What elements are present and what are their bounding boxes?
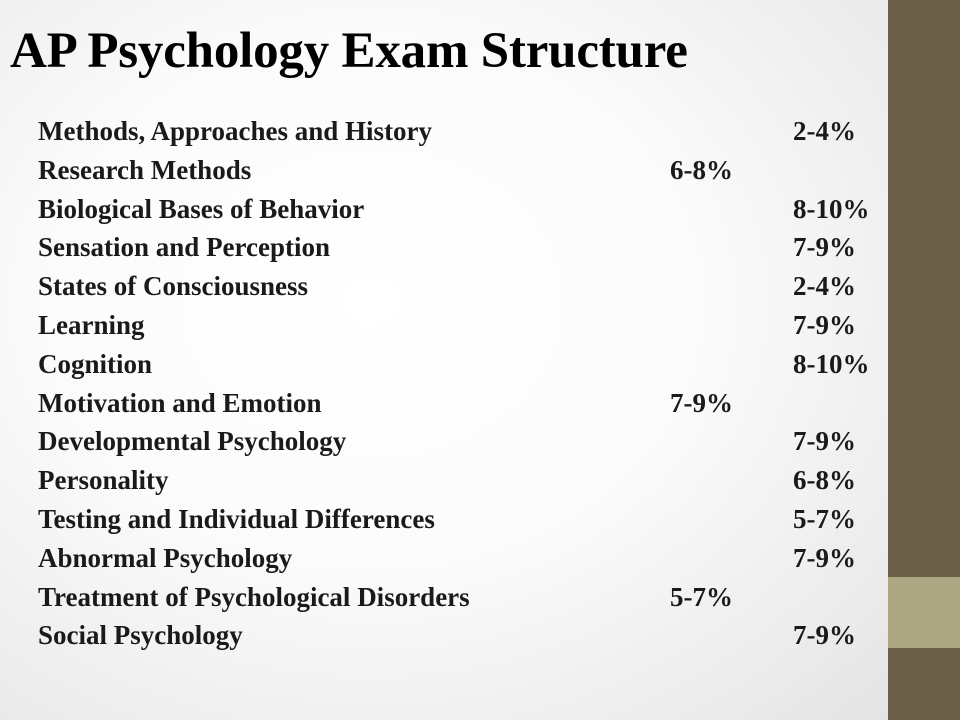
topic-percent: 5-7% bbox=[793, 503, 856, 534]
topic-row bbox=[38, 384, 898, 423]
topic-row bbox=[38, 267, 898, 306]
topic-name: Personality bbox=[38, 465, 169, 496]
topic-row bbox=[38, 461, 898, 500]
topic-name: Social Psychology bbox=[38, 620, 243, 651]
topic-percent: 7-9% bbox=[793, 542, 856, 573]
topic-row bbox=[38, 228, 898, 267]
topic-name: Biological Bases of Behavior bbox=[38, 193, 365, 224]
topic-name: Testing and Individual Differences bbox=[38, 503, 435, 534]
topic-percent: 2-4% bbox=[793, 271, 856, 302]
topic-row bbox=[38, 500, 898, 539]
topic-row bbox=[38, 616, 898, 655]
topic-row bbox=[38, 190, 898, 229]
topic-percent: 2-4% bbox=[793, 116, 856, 146]
topic-percent: 7-9% bbox=[793, 309, 856, 340]
topic-row bbox=[38, 112, 898, 151]
topic-name: Motivation and Emotion bbox=[38, 387, 322, 418]
topic-percent: 7-9% bbox=[793, 232, 856, 263]
topic-name: Methods, Approaches and History bbox=[38, 116, 433, 146]
topic-name: Developmental Psychology bbox=[38, 426, 347, 457]
topic-name: Treatment of Psychological Disorders bbox=[38, 581, 470, 612]
topic-row bbox=[38, 306, 898, 345]
topic-percent: 5-7% bbox=[670, 581, 733, 612]
topic-percent: 8-10% bbox=[793, 348, 870, 379]
topic-percent: 7-9% bbox=[670, 387, 733, 418]
topic-percent: 7-9% bbox=[793, 620, 856, 651]
topic-row bbox=[38, 151, 898, 190]
topic-percent: 8-10% bbox=[793, 193, 870, 224]
topic-name: Abnormal Psychology bbox=[38, 542, 293, 573]
topic-name: Learning bbox=[38, 309, 145, 340]
topic-list bbox=[38, 112, 898, 655]
slide-title: AP Psychology Exam Structure bbox=[10, 23, 688, 79]
topic-row bbox=[38, 539, 898, 578]
topic-percent: 6-8% bbox=[793, 465, 856, 496]
topic-name: Cognition bbox=[38, 348, 153, 379]
topic-name: Sensation and Perception bbox=[38, 232, 331, 263]
sidebar-accent-block bbox=[888, 577, 960, 648]
topic-row bbox=[38, 422, 898, 461]
topic-percent: 6-8% bbox=[670, 154, 733, 185]
topic-row bbox=[38, 345, 898, 384]
topic-name: Research Methods bbox=[38, 154, 252, 185]
topic-percent: 7-9% bbox=[793, 426, 856, 457]
topic-row bbox=[38, 578, 898, 617]
topic-name: States of Consciousness bbox=[38, 271, 309, 302]
